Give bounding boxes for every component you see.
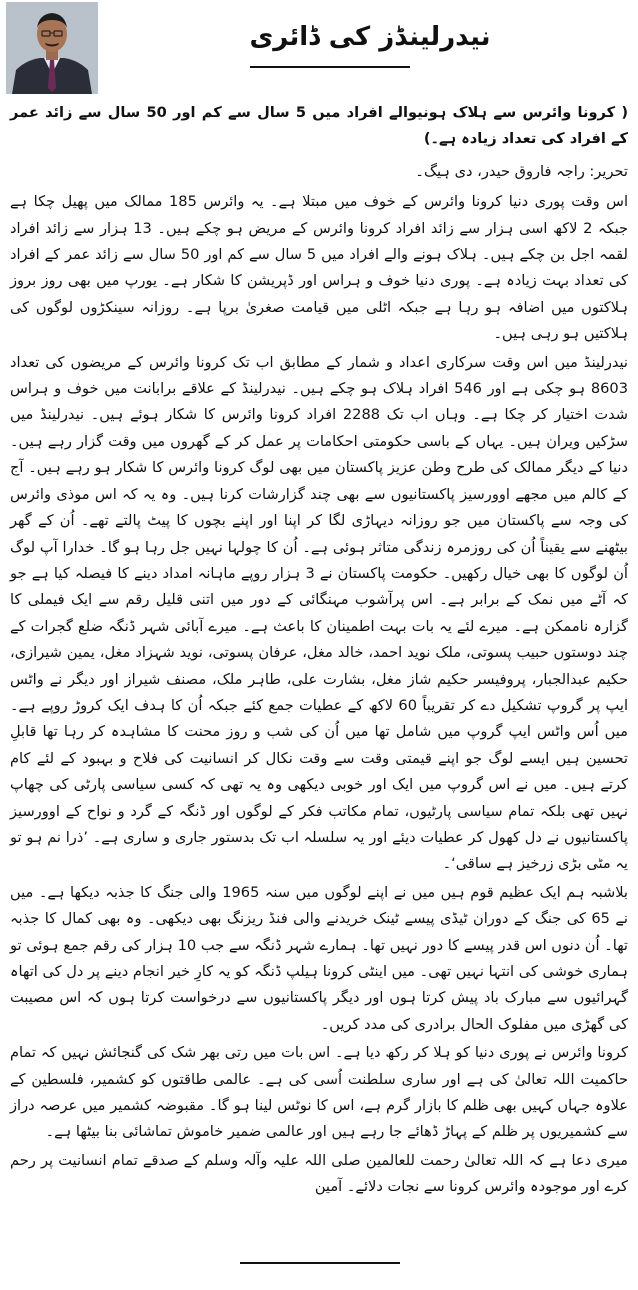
author-photo (6, 2, 98, 94)
paragraph-3: بلاشبہ ہم ایک عظیم قوم ہیں میں نے اپنے لوگوں میں سنہ 1965 والی جنگ کا جذبہ دیکھا ہے۔ میں نے 65 کی جنگ کے دوران ٹیڈی پیسے ٹینک خریدنے والی فنڈ ریزنگ بھی دیکھی۔ وہ بھی کمال کا جذبہ تھا۔ اُن دنوں اس قدر پیسے کا دور نہیں تھا۔ ہمارے شہر ڈنگہ سے جب 10 ہزار کی رقم جمع ہوئی تو ہماری خوشی کی انتہا نہیں تھی۔ میں اینٹی کرونا ہیلپ ڈنگہ کو یہ کارِ خیر انجام دینے پر دل کی اتھاہ گہرائیوں سے مبارک باد پیش کرتا ہوں اور دیگر پاکستانیوں سے درخواست کرتا ہوں کہ اس مصیبت کی گھڑی میں مفلوک الحال برادری کی مدد کریں۔ (10, 883, 628, 1033)
end-divider (240, 1262, 400, 1264)
article-byline: تحریر: راجہ فاروق حیدر، دی ہیگ۔ (415, 162, 628, 180)
author-portrait-icon (6, 2, 98, 94)
paragraph-1: اس وقت پوری دنیا کرونا وائرس کے خوف میں مبتلا ہے۔ یہ وائرس 185 ممالک میں پھیل چکا ہے جبکہ 2 لاکھ اسی ہزار سے زائد افراد کرونا وائرس کے مریض ہو چکے ہیں۔ 13 ہزار سے زائد افراد لقمہ اجل بن چکے ہیں۔ ہلاک ہونے والے افراد میں 5 سال سے کم اور 50 سال سے زائد عمر کے افراد کی تعداد بہت زیادہ ہے۔ پوری دنیا خوف و ہراس اور ڈپریشن کا شکار ہے۔ یورپ میں بھی روز بروز ہلاکتوں میں اضافہ ہو رہا ہے جبکہ اٹلی میں قیامت صغریٰ برپا ہے۔ روزانہ سینکڑوں لوگوں کی ہلاکتیں ہو رہی ہیں۔ (10, 193, 629, 343)
paragraph-4: کرونا وائرس نے پوری دنیا کو ہلا کر رکھ دیا ہے۔ اس بات میں رتی بھر شک کی گنجائش نہیں کہ تمام حاکمیت اللہ تعالیٰ کی ہے اور ساری سلطنت اُسی کی ہے۔ عالمی طاقتوں کو کشمیر، فلسطین کے علاوہ جہاں کہیں بھی ظلم کا بازار گرم ہے، اس کا نوٹس لینا ہو گا۔ مقبوضہ کشمیر میں عرصہ دراز سے کشمیریوں پر ظلم کے پہاڑ ڈھائے جا رہے ہیں اور عالمی ضمیر خاموش تماشائی بنا بیٹھا ہے۔ (10, 1044, 628, 1141)
paragraph-5: میری دعا ہے کہ اللہ تعالیٰ رحمت للعالمین صلی اللہ علیہ وآلہ وسلم کے صدقے تمام انسانیت پر رحم کرے اور موجودہ وائرس کرونا سے نجات دلائے۔ آمین (10, 1151, 628, 1196)
header (0, 0, 638, 100)
article-subheading: ( کرونا وائرس سے ہلاک ہونیوالے افراد میں 5 سال سے کم اور 50 سال سے زائد عمر کے افراد کی تعداد زیادہ ہے۔) (10, 104, 629, 148)
article-body (0, 100, 638, 1201)
page-title: نیدرلینڈز کی ڈائری (249, 22, 491, 52)
paragraph-2: نیدرلینڈ میں اس وقت سرکاری اعداد و شمار کے مطابق اب تک کرونا وائرس کے مریضوں کی تعداد 8603 ہو چکی ہے اور 546 افراد ہلاک ہو چکے ہیں۔ نیدرلینڈ کے علاقے برابانت میں خوف و ہراس شدت اختیار کر چکا ہے۔ وہاں اب تک 2288 افراد کرونا وائرس کا شکار ہوئے ہیں۔ نیدرلینڈ میں سڑکیں ویران ہیں۔ یہاں کے باسی حکومتی احکامات پر عمل کر کے گھروں میں وقت گزار رہے ہیں۔ دنیا کے دیگر ممالک کی طرح وطن عزیز پاکستان میں بھی لوگ کرونا وائرس کا شکار ہو رہے ہیں۔ آج کے کالم میں مجھے اوورسیز پاکستانیوں سے بھی چند گزارشات کرنا ہیں۔ وہ یہ کہ اس موذی وائرس کی وجہ سے پاکستان میں جو روزانہ دیہاڑی لگا کر اپنا اور اپنے بچوں کا پیٹ پالتے تھے۔ اُن کے گھر بیٹھنے سے یقیناً اُن کی روزمرہ زندگی متاثر ہوئی ہے۔ اُن کا چولہا نہیں جل رہا ہو گا۔ خدارا آپ لوگ اُن لوگوں کا بھی خیال رکھیں۔ حکومت پاکستان نے 3 ہزار روپے ماہانہ امداد دینے کا فیصلہ کیا ہے جو کہ آٹے میں نمک کے برابر ہے۔ اس پرآشوب مہنگائی کے دور میں اتنی قلیل رقم سے ایک فیملی کا گزارہ ناممکن ہے۔ میرے لئے یہ بات بہت اطمینان کا باعث ہے۔ میرے آبائی شہر ڈنگہ ضلع گجرات کے چند دوستوں حبیب پسوتی، ملک نوید احمد، خالد مغل، عرفان پسوتی، نوید شہزاد مغل، یمین شیرازی، حکیم عبدالجبار، پروفیسر حکیم شاز مغل، بشارت علی، طاہر ملک، مصنف شیراز اور دیگر نے واٹس ایپ پر گروپ تشکیل دے کر تقریباً 60 لاکھ کے عطیات جمع کئے جبکہ اُن کا ہدف ایک کروڑ روپے ہے۔ میں اُس واٹس ایپ گروپ میں شامل تھا میں اُن کی شب و روز محنت کا مشاہدہ کر رہا تھا قابلِ تحسین ہیں ایسے لوگ جو اپنے قیمتی وقت سے وقت نکال کر انسانیت کی فلاح و بہبود کے لئے کام کرتے ہیں۔ میں نے اس گروپ میں ایک اور خوبی دیکھی وہ یہ تھی کہ کسی سیاسی پارٹی کی چھاپ نہیں تھی بلکہ تمام سیاسی پارٹیوں، تمام مکاتب فکر کے لوگوں اور ڈنگہ کے گرد و نواح کے اوورسیز پاکستانیوں نے دل کھول کر عطیات دیئے اور یہ سلسلہ اب تک بدستور جاری و ساری ہے۔ ’ذرا نم ہو تو یہ مٹی بڑی زرخیز ہے ساقی‘۔ (10, 353, 628, 873)
title-underline (250, 66, 410, 68)
